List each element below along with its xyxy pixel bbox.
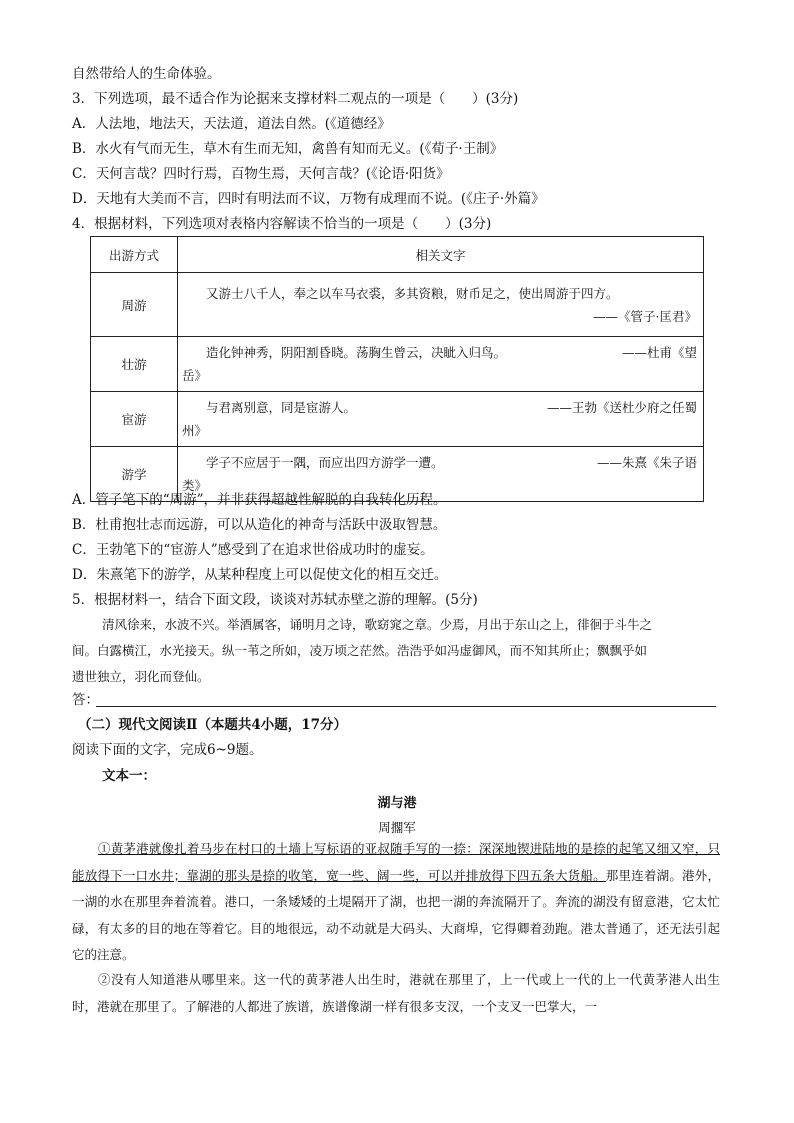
q3-option-a: A．人法地，地法天，天法道，道法自然。(《道德经》 <box>72 116 391 132</box>
q5-passage-line: 间。白露横江，水光接天。纵一苇之所如，凌万顷之茫然。浩浩乎如冯虚御风，而不知其所止；飘飘乎如 <box>72 643 648 658</box>
table-header-row <box>91 237 704 273</box>
paragraph-2: ②没有人知道港从哪里来。这一代的黄茅港人出生时，港就在那里了，上一代或上一代的上一代黄茅港人出生时，港就在那里了。了解港的人都进了族谱，族谱像湖一样有很多支汊，一个支叉一巴掌大，一 <box>72 972 720 1014</box>
intro-line: 自然带给人的生命体验。 <box>72 66 221 82</box>
row-source: ——杜甫《望 <box>621 345 697 360</box>
table-cell-type: 周游 <box>91 273 178 337</box>
q3-option-d: D．天地有大美而不言，四时有明法而不议，万物有成理而不说。(《庄子·外篇》 <box>72 191 545 207</box>
row-text: 学子不应居于一隅，而应出四方游学一遭。 <box>206 455 444 470</box>
table-row <box>91 392 704 447</box>
travel-table <box>90 236 704 502</box>
q3-option-c: C．天何言哉？四时行焉，百物生焉，天何言哉？(《论语·阳货》 <box>72 166 450 182</box>
paragraph-1-underlined: ①黄茅港就像扎着马步在村口的土墙上写标语的亚叔随手写的一捺：深深地锲进陆地的是捺的起笔又细又窄，只能放得下一口水井；靠湖的那头是捺的收笔，宽一些、阔一些，可以并排放得下四五条大货船。 <box>72 841 720 883</box>
q4-stem: 4．根据材料，下列选项对表格内容解读不恰当的一项是（ ）(3分) <box>72 216 492 232</box>
q3-option-b: B．水火有气而无生，草木有生而无知，禽兽有知而无义。(《荀子·王制》 <box>72 141 504 157</box>
table-cell-type: 宦游 <box>91 392 178 447</box>
section2-instruction: 阅读下面的文字，完成6~9题。 <box>72 742 263 758</box>
table-cell-text <box>178 273 704 337</box>
q4-option-d: D．朱熹笔下的游学，从某种程度上可以促使文化的相互交迁。 <box>72 567 448 583</box>
article-author: 周擱军 <box>378 820 416 835</box>
table-header-type: 出游方式 <box>91 237 178 273</box>
answer-label: 答： <box>72 692 99 708</box>
table-row <box>91 337 704 392</box>
table-row <box>91 273 704 337</box>
row-text: 又游士八千人，奉之以车马衣裘，多其资粮，财币足之，使出周游于四方。 <box>206 285 619 301</box>
row-text: 与君离别意，同是宦游人。 <box>206 400 357 415</box>
section2-heading: （二）现代文阅读Ⅱ（本题共4小题，17分） <box>78 717 348 733</box>
q5-passage-line: 清风徐来，水波不兴。举酒属客，诵明月之诗，歌窈窕之章。少焉，月出于东山之上，徘徊于斗牛之 <box>102 617 653 632</box>
table-cell-text <box>178 392 704 447</box>
row-source: ——朱熹《朱子语 <box>596 455 697 470</box>
row-source-cont: 类》 <box>182 478 208 493</box>
answer-blank-line[interactable] <box>96 706 716 707</box>
table-cell-type: 壮游 <box>91 337 178 392</box>
table-cell-text <box>178 337 704 392</box>
q5-stem: 5．根据材料一，结合下面文段，谈谈对苏轼赤壁之游的理解。(5分) <box>72 592 478 608</box>
paragraph-1 <box>72 836 720 969</box>
row-source-cont: 州》 <box>182 423 208 438</box>
row-text: 造化钟神秀，阴阳割昏晓。荡胸生曾云，决眦入归鸟。 <box>206 345 507 360</box>
row-source: ——王勃《送杜少府之任蜀 <box>546 400 697 415</box>
q4-option-b: B．杜甫抱壮志而远游，可以从造化的神奇与活跃中汲取智慧。 <box>72 517 447 533</box>
table-header-text: 相关文字 <box>178 237 704 273</box>
row-source-cont: 岳》 <box>182 368 208 383</box>
q4-option-a: A．管子笔下的“周游”，并非获得超越性解脱的自我转化历程。 <box>72 492 447 508</box>
paragraph-1-rest: 那里连着湖。港外，一湖的水在那里奔着流着。港口，一条矮矮的土堤隔开了湖，也把一湖的奔流隔开了。奔流的湖没有留意港，它太忙碌，有太多的目的地在等着它。目的地很远，动不动就是大码头、大商埠，它得卿着劲跑。港太普通了，还无法引起它的注意。 <box>72 867 720 962</box>
q4-option-c: C．王勃笔下的“宦游人”感受到了在追求世俗成功时的虚妄。 <box>72 542 434 558</box>
table-cell-type: 游学 <box>91 447 178 502</box>
q5-passage-line: 遗世独立，羽化而登仙。 <box>72 669 210 684</box>
text-label: 文本一： <box>102 768 156 784</box>
q3-stem: 3．下列选项，最不适合作为论据来支撑材料二观点的一项是（ ）(3分) <box>72 91 519 107</box>
article-title: 湖与港 <box>377 796 417 811</box>
row-source: ——《管子·匡君》 <box>593 308 697 324</box>
